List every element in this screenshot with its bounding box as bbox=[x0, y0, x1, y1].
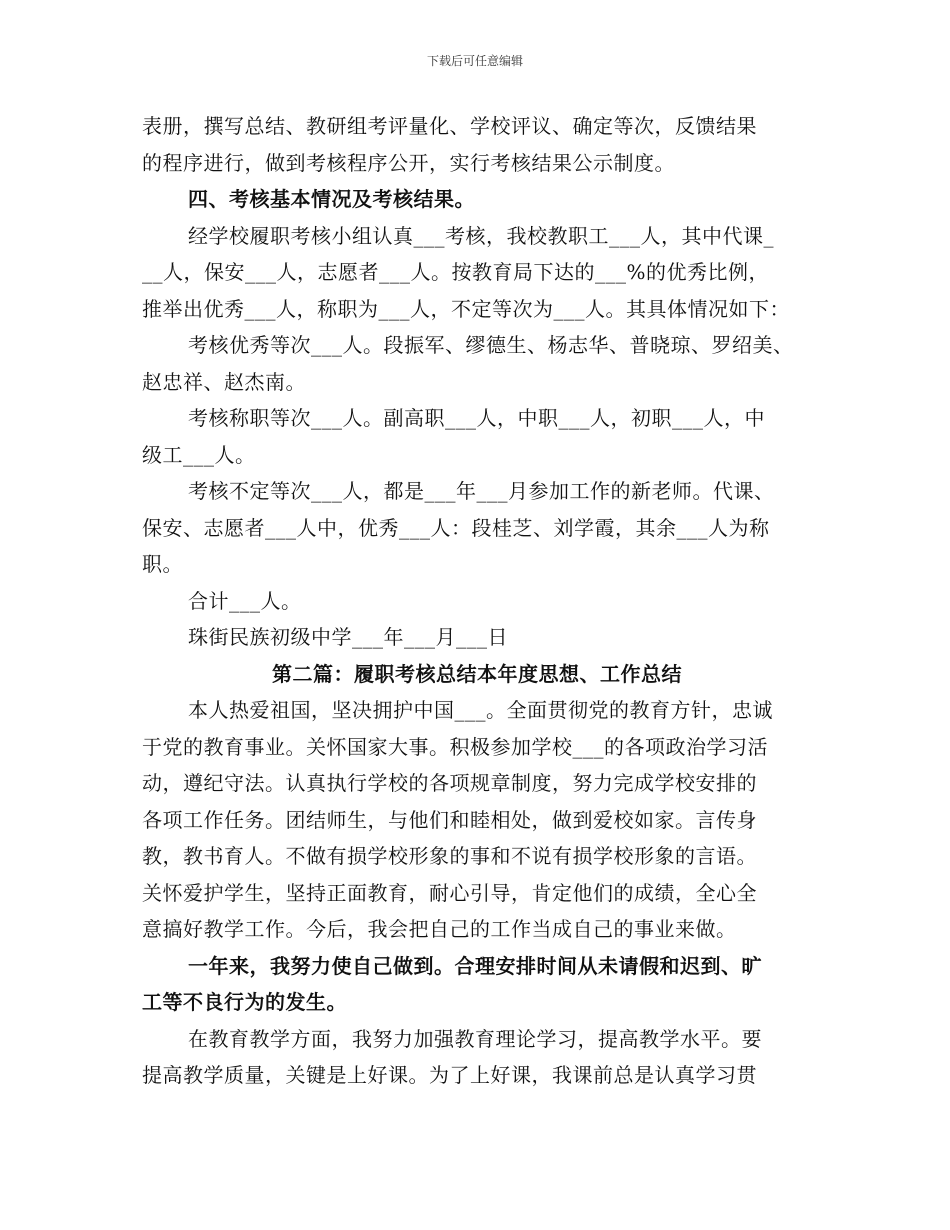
paragraph-line: 合计___人。 bbox=[188, 588, 302, 613]
signature-line: 珠街民族初级中学___年___月___日 bbox=[188, 625, 508, 649]
paragraph-line: 关怀爱护学生，坚持正面教育，耐心引导，肯定他们的成绩，全心全 bbox=[142, 880, 757, 905]
paragraph-line: 赵忠祥、赵杰南。 bbox=[142, 369, 306, 394]
paragraph-line: 考核优秀等次___人。段振军、缪德生、杨志华、普晓琼、罗绍美、 bbox=[188, 333, 794, 357]
document-body bbox=[142, 108, 812, 1094]
paragraph-line: __人，保安___人，志愿者___人。按教育局下达的___%的优秀比例， bbox=[142, 260, 770, 284]
paragraph-line: 于党的教育事业。关怀国家大事。积极参加学校___的各项政治学习活 bbox=[142, 734, 768, 759]
paragraph-line: 级工___人。 bbox=[142, 442, 256, 467]
paragraph-line: 经学校履职考核小组认真___考核，我校教职工___人，其中代课_ bbox=[188, 223, 774, 248]
paragraph-line: 意搞好教学工作。今后，我会把自己的工作当成自己的事业来做。 bbox=[142, 917, 737, 941]
page-header-note: 下载后可任意编辑 bbox=[426, 54, 523, 68]
paragraph-line: 本人热爱祖国，坚决拥护中国___。全面贯彻党的教育方针，忠诚 bbox=[188, 698, 773, 722]
paragraph-line: 在教育教学方面，我努力加强教育理论学习，提高教学水平。要 bbox=[188, 1026, 762, 1051]
paragraph-line: 的程序进行，做到考核程序公开，实行考核结果公示制度。 bbox=[142, 150, 675, 175]
bold-paragraph-line: 工等不良行为的发生。 bbox=[142, 990, 347, 1014]
chapter-title: 第二篇：履职考核总结本年度思想、工作总结 bbox=[272, 661, 682, 686]
paragraph-line: 考核不定等次___人，都是___年___月参加工作的新老师。代课、 bbox=[188, 479, 775, 503]
paragraph-line: 教，教书育人。不做有损学校形象的事和不说有损学校形象的言语。 bbox=[142, 844, 757, 868]
paragraph-line: 提高教学质量，关键是上好课。为了上好课，我课前总是认真学习贯 bbox=[142, 1063, 757, 1087]
paragraph-line: 表册，撰写总结、教研组考评量化、学校评议、确定等次，反馈结果 bbox=[142, 114, 757, 138]
paragraph-line: 各项工作任务。团结师生，与他们和睦相处，做到爱校如家。言传身 bbox=[142, 807, 757, 832]
section-heading: 四、考核基本情况及考核结果。 bbox=[188, 187, 475, 211]
paragraph-line: 动，遵纪守法。认真执行学校的各项规章制度，努力完成学校安排的 bbox=[142, 771, 757, 795]
paragraph-line: 推举出优秀___人，称职为___人，不定等次为___人。其具体情况如下： bbox=[142, 296, 790, 321]
paragraph-line: 职。 bbox=[142, 552, 183, 576]
paragraph-line: 保安、志愿者___人中，优秀___人：段桂芝、刘学霞，其余___人为称 bbox=[142, 515, 770, 540]
paragraph-line: 考核称职等次___人。副高职___人，中职___人，初职___人，中 bbox=[188, 406, 765, 430]
bold-paragraph-line: 一年来，我努力使自己做到。合理安排时间从未请假和迟到、旷 bbox=[188, 953, 762, 978]
